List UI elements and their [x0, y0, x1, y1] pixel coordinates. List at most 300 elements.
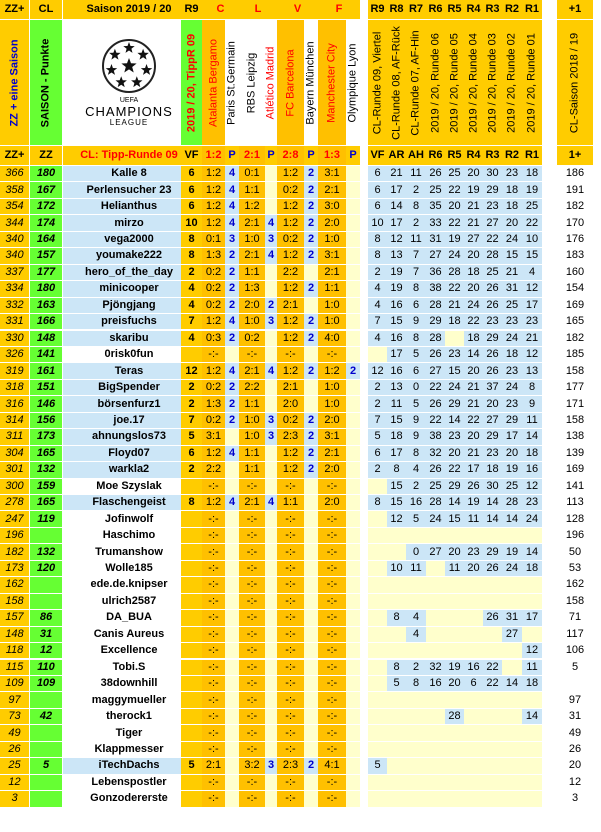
- row-19-col-9: [304, 479, 318, 494]
- row-33-col-14: [406, 709, 426, 724]
- row-33-gap: [360, 709, 368, 724]
- row-25-col-8: -:-: [277, 577, 304, 592]
- row-16-col-18: 29: [483, 429, 502, 444]
- row-18-gap: [360, 462, 368, 477]
- row-25-col-15: [426, 577, 445, 592]
- row-30-col-18: 22: [483, 660, 502, 675]
- row-14-gap: [360, 396, 368, 411]
- hdr-team-1-text: Paris St.Germain: [225, 40, 238, 125]
- row-4-col-19: 24: [502, 232, 522, 247]
- row-38-col-14: [406, 791, 426, 806]
- row-32-col-16: [445, 692, 464, 707]
- row-33-col-5: [225, 709, 239, 724]
- row-2-col-3: 6: [181, 199, 202, 214]
- row-34-col-14: [406, 725, 426, 740]
- row-36-col-8: 2:3: [277, 758, 304, 773]
- row-21-col-12: [368, 511, 387, 526]
- row-12-col-19: 23: [502, 363, 522, 378]
- row-26-col-3: [181, 594, 202, 609]
- row-37-col-13: [387, 775, 406, 790]
- row-11-col-1: 141: [30, 347, 62, 362]
- row-4-col-4: 0:1: [202, 232, 225, 247]
- row-9-col-5: 4: [225, 314, 239, 329]
- row-3-col-4: 1:2: [202, 215, 225, 230]
- row-31-gap2: [542, 676, 557, 691]
- row-10-col-2: skaribu: [63, 331, 195, 346]
- row-22-col-19: [502, 528, 522, 543]
- row-20-col-18: 14: [483, 495, 502, 510]
- row-29-col-19: [502, 643, 522, 658]
- row-27-col-11: [346, 610, 360, 625]
- row-35-col-0: 26: [0, 742, 29, 757]
- subhdr-16: R5: [445, 146, 464, 165]
- row-31-col-17: 6: [464, 676, 483, 691]
- row-24-col-17: 20: [464, 561, 483, 576]
- hdr-team-1: [225, 20, 239, 145]
- row-0-col-20: 18: [522, 166, 542, 181]
- row-14-col-5: 2: [225, 396, 239, 411]
- row-36-col-12: 5: [368, 758, 387, 773]
- row-28-col-20: [522, 627, 542, 642]
- row-12-col-3: 12: [181, 363, 202, 378]
- row-20-col-6: 2:1: [239, 495, 265, 510]
- logo-league-text: LEAGUE: [109, 118, 149, 127]
- row-19-col-16: 29: [445, 479, 464, 494]
- row-22-col-8: -:-: [277, 528, 304, 543]
- row-6-col-9: [304, 265, 318, 280]
- row-25-gap: [360, 577, 368, 592]
- row-1-col-8: 0:2: [277, 182, 304, 197]
- row-19-col-8: -:-: [277, 479, 304, 494]
- row-21-col-14: 5: [406, 511, 426, 526]
- hdr-plus1: +1: [557, 0, 593, 19]
- subhdr-20: R1: [522, 146, 542, 165]
- row-21-col-21: 128: [557, 511, 593, 526]
- row-29-col-15: [426, 643, 445, 658]
- row-9-col-10: 1:0: [318, 314, 346, 329]
- row-3-col-5: 4: [225, 215, 239, 230]
- logo-champions-text: CHAMPIONS: [85, 104, 173, 119]
- row-21-col-8: -:-: [277, 511, 304, 526]
- row-18-col-11: [346, 462, 360, 477]
- row-33-col-12: [368, 709, 387, 724]
- row-37-col-19: [502, 775, 522, 790]
- row-35-col-3: [181, 742, 202, 757]
- row-13-col-10: 1:0: [318, 380, 346, 395]
- row-12-col-17: 20: [464, 363, 483, 378]
- hdr-round-vert-0: [368, 20, 387, 145]
- row-37-gap: [360, 775, 368, 790]
- row-16-col-15: 38: [426, 429, 445, 444]
- row-12-col-7: 4: [265, 363, 277, 378]
- row-0-col-21: 186: [557, 166, 593, 181]
- row-31-col-9: [304, 676, 318, 691]
- row-8-col-19: 25: [502, 298, 522, 313]
- row-6-col-12: 2: [368, 265, 387, 280]
- row-27-gap2: [542, 610, 557, 625]
- row-36-gap2: [542, 758, 557, 773]
- row-7-col-20: 12: [522, 281, 542, 296]
- row-29-col-5: [225, 643, 239, 658]
- row-23-col-6: -:-: [239, 544, 265, 559]
- row-5-gap: [360, 248, 368, 263]
- row-13-gap2: [542, 380, 557, 395]
- row-33-col-18: [483, 709, 502, 724]
- row-21-gap2: [542, 511, 557, 526]
- row-23-col-3: [181, 544, 202, 559]
- row-25-col-21: 162: [557, 577, 593, 592]
- row-7-col-14: 8: [406, 281, 426, 296]
- row-28-col-9: [304, 627, 318, 642]
- row-4-col-3: 8: [181, 232, 202, 247]
- row-25-col-18: [483, 577, 502, 592]
- row-12-col-5: 4: [225, 363, 239, 378]
- hdr-cl: CL: [30, 0, 62, 19]
- row-30-col-0: 115: [0, 660, 29, 675]
- row-1-col-13: 17: [387, 182, 406, 197]
- row-28-col-3: [181, 627, 202, 642]
- row-1-col-5: 4: [225, 182, 239, 197]
- row-1-col-4: 1:2: [202, 182, 225, 197]
- row-24-col-0: 173: [0, 561, 29, 576]
- row-21-col-20: 24: [522, 511, 542, 526]
- row-2-col-5: 4: [225, 199, 239, 214]
- row-19-col-14: 2: [406, 479, 426, 494]
- row-16-col-16: 23: [445, 429, 464, 444]
- hdr-round-vert-5: [464, 20, 483, 145]
- row-32-col-10: -:-: [318, 692, 346, 707]
- row-16-col-3: 5: [181, 429, 202, 444]
- row-21-col-13: 12: [387, 511, 406, 526]
- row-10-col-17: 18: [464, 331, 483, 346]
- row-9-col-15: 29: [426, 314, 445, 329]
- row-21-col-2: Jofinwolf: [63, 511, 195, 526]
- row-36-col-10: 4:1: [318, 758, 346, 773]
- row-15-col-13: 15: [387, 413, 406, 428]
- row-4-col-14: 11: [406, 232, 426, 247]
- row-7-col-2: minicooper: [63, 281, 195, 296]
- subhdr-13: AR: [387, 146, 406, 165]
- row-10-col-1: 148: [30, 331, 62, 346]
- row-1-col-6: 1:1: [239, 182, 265, 197]
- row-26-col-6: -:-: [239, 594, 265, 609]
- row-16-gap: [360, 429, 368, 444]
- row-27-col-8: -:-: [277, 610, 304, 625]
- row-27-col-2: DA_BUA: [63, 610, 195, 625]
- row-25-gap2: [542, 577, 557, 592]
- row-37-col-15: [426, 775, 445, 790]
- row-38-col-15: [426, 791, 445, 806]
- row-17-col-1: 165: [30, 446, 62, 461]
- row-17-col-14: 8: [406, 446, 426, 461]
- row-6-col-3: 2: [181, 265, 202, 280]
- row-3-col-7: 4: [265, 215, 277, 230]
- row-14-col-4: 1:3: [202, 396, 225, 411]
- row-2-col-17: 21: [464, 199, 483, 214]
- row-13-col-0: 318: [0, 380, 29, 395]
- row-33-col-6: -:-: [239, 709, 265, 724]
- subhdr-21: 1+: [557, 146, 593, 165]
- row-29-col-6: -:-: [239, 643, 265, 658]
- row-19-col-13: 15: [387, 479, 406, 494]
- row-29-col-14: [406, 643, 426, 658]
- row-13-col-7: [265, 380, 277, 395]
- row-13-col-15: 22: [426, 380, 445, 395]
- row-12-col-20: 13: [522, 363, 542, 378]
- row-24-col-20: 18: [522, 561, 542, 576]
- row-11-col-13: 17: [387, 347, 406, 362]
- row-20-col-7: 4: [265, 495, 277, 510]
- row-26-col-1: [30, 594, 62, 609]
- row-1-col-14: 2: [406, 182, 426, 197]
- row-28-col-14: 4: [406, 627, 426, 642]
- row-2-col-2: Helianthus: [63, 199, 195, 214]
- row-31-col-11: [346, 676, 360, 691]
- row-29-col-3: [181, 643, 202, 658]
- row-34-col-12: [368, 725, 387, 740]
- row-35-col-2: Klappmesser: [63, 742, 195, 757]
- row-32-col-9: [304, 692, 318, 707]
- row-27-col-13: 8: [387, 610, 406, 625]
- row-35-col-19: [502, 742, 522, 757]
- row-37-col-5: [225, 775, 239, 790]
- row-35-col-7: [265, 742, 277, 757]
- row-2-col-18: 23: [483, 199, 502, 214]
- row-3-gap2: [542, 215, 557, 230]
- row-25-col-14: [406, 577, 426, 592]
- hdr-round-vert-3: [426, 20, 445, 145]
- row-23-col-2: Trumanshow: [63, 544, 195, 559]
- row-19-col-4: -:-: [202, 479, 225, 494]
- row-31-col-1: 109: [30, 676, 62, 691]
- row-29-col-11: [346, 643, 360, 658]
- row-38-col-20: [522, 791, 542, 806]
- row-32-col-8: -:-: [277, 692, 304, 707]
- row-8-col-15: 28: [426, 298, 445, 313]
- row-17-col-15: 32: [426, 446, 445, 461]
- row-10-col-12: 4: [368, 331, 387, 346]
- row-9-col-18: 23: [483, 314, 502, 329]
- row-13-col-19: 24: [502, 380, 522, 395]
- row-28-col-0: 148: [0, 627, 29, 642]
- row-7-col-15: 38: [426, 281, 445, 296]
- hdr-letter-1: L: [239, 0, 277, 19]
- row-19-col-18: 30: [483, 479, 502, 494]
- row-0-col-9: 2: [304, 166, 318, 181]
- row-6-col-5: 2: [225, 265, 239, 280]
- row-36-col-1: 5: [30, 758, 62, 773]
- row-0-col-6: 0:1: [239, 166, 265, 181]
- row-16-col-20: 14: [522, 429, 542, 444]
- row-36-col-18: [483, 758, 502, 773]
- row-20-col-3: 8: [181, 495, 202, 510]
- row-35-col-14: [406, 742, 426, 757]
- row-27-col-14: 4: [406, 610, 426, 625]
- row-29-gap: [360, 643, 368, 658]
- row-10-col-8: 1:2: [277, 331, 304, 346]
- row-16-col-12: 5: [368, 429, 387, 444]
- row-3-col-16: 22: [445, 215, 464, 230]
- row-18-col-20: 16: [522, 462, 542, 477]
- row-28-gap: [360, 627, 368, 642]
- row-34-col-13: [387, 725, 406, 740]
- row-9-col-7: 3: [265, 314, 277, 329]
- row-35-col-1: [30, 742, 62, 757]
- row-9-col-9: 2: [304, 314, 318, 329]
- row-34-col-4: -:-: [202, 725, 225, 740]
- row-6-col-6: 1:1: [239, 265, 265, 280]
- row-6-col-11: [346, 265, 360, 280]
- row-23-col-14: 0: [406, 544, 426, 559]
- row-25-col-5: [225, 577, 239, 592]
- row-21-col-16: 15: [445, 511, 464, 526]
- row-29-col-8: -:-: [277, 643, 304, 658]
- row-30-col-1: 110: [30, 660, 62, 675]
- subhdr-19: R2: [502, 146, 522, 165]
- starball-icon: [101, 38, 157, 94]
- row-14-col-1: 146: [30, 396, 62, 411]
- row-28-col-7: [265, 627, 277, 642]
- row-15-col-16: 14: [445, 413, 464, 428]
- row-36-col-9: 2: [304, 758, 318, 773]
- row-33-col-9: [304, 709, 318, 724]
- row-0-col-3: 6: [181, 166, 202, 181]
- row-37-col-14: [406, 775, 426, 790]
- row-27-col-15: [426, 610, 445, 625]
- row-0-col-19: 23: [502, 166, 522, 181]
- hdr-round-vert-8: [522, 20, 542, 145]
- subhdr-17: R4: [464, 146, 483, 165]
- row-1-col-1: 167: [30, 182, 62, 197]
- row-15-col-0: 314: [0, 413, 29, 428]
- row-26-col-0: 158: [0, 594, 29, 609]
- row-36-col-11: [346, 758, 360, 773]
- row-10-col-19: 24: [502, 331, 522, 346]
- row-20-col-1: 165: [30, 495, 62, 510]
- row-3-col-21: 170: [557, 215, 593, 230]
- row-6-col-14: 7: [406, 265, 426, 280]
- row-19-col-11: [346, 479, 360, 494]
- row-31-gap: [360, 676, 368, 691]
- row-27-col-17: [464, 610, 483, 625]
- row-21-col-6: -:-: [239, 511, 265, 526]
- row-13-col-4: 0:2: [202, 380, 225, 395]
- row-38-col-17: [464, 791, 483, 806]
- row-32-col-14: [406, 692, 426, 707]
- row-33-col-4: -:-: [202, 709, 225, 724]
- hdr-team-3: [265, 20, 277, 145]
- row-30-col-10: -:-: [318, 660, 346, 675]
- row-34-col-11: [346, 725, 360, 740]
- row-19-gap2: [542, 479, 557, 494]
- row-28-col-5: [225, 627, 239, 642]
- row-24-col-4: -:-: [202, 561, 225, 576]
- row-14-gap2: [542, 396, 557, 411]
- hdr-gap2: [542, 0, 557, 19]
- row-37-col-8: -:-: [277, 775, 304, 790]
- row-4-col-17: 27: [464, 232, 483, 247]
- row-17-col-12: 6: [368, 446, 387, 461]
- row-27-col-20: 17: [522, 610, 542, 625]
- row-17-col-7: [265, 446, 277, 461]
- row-7-col-1: 180: [30, 281, 62, 296]
- row-19-col-7: [265, 479, 277, 494]
- row-26-col-18: [483, 594, 502, 609]
- row-35-col-21: 26: [557, 742, 593, 757]
- row-23-gap: [360, 544, 368, 559]
- row-13-col-6: 2:2: [239, 380, 265, 395]
- row-22-col-7: [265, 528, 277, 543]
- row-2-col-1: 172: [30, 199, 62, 214]
- row-37-col-3: [181, 775, 202, 790]
- row-8-col-20: 17: [522, 298, 542, 313]
- row-0-col-17: 20: [464, 166, 483, 181]
- row-8-gap2: [542, 298, 557, 313]
- row-11-col-19: 18: [502, 347, 522, 362]
- row-34-col-20: [522, 725, 542, 740]
- row-2-col-10: 3:0: [318, 199, 346, 214]
- row-0-col-14: 11: [406, 166, 426, 181]
- row-6-col-21: 160: [557, 265, 593, 280]
- row-5-col-15: 27: [426, 248, 445, 263]
- row-5-col-14: 7: [406, 248, 426, 263]
- row-1-col-16: 22: [445, 182, 464, 197]
- row-1-col-15: 25: [426, 182, 445, 197]
- subhdr-18: R3: [483, 146, 502, 165]
- row-36-gap: [360, 758, 368, 773]
- row-27-gap: [360, 610, 368, 625]
- row-20-col-11: [346, 495, 360, 510]
- row-28-col-11: [346, 627, 360, 642]
- row-8-col-4: 0:2: [202, 298, 225, 313]
- row-34-col-5: [225, 725, 239, 740]
- row-0-col-7: [265, 166, 277, 181]
- hdr-round-5: R4: [464, 0, 483, 19]
- row-10-col-21: 182: [557, 331, 593, 346]
- row-9-col-8: 1:2: [277, 314, 304, 329]
- hdr-r9: R9: [181, 0, 202, 19]
- row-19-col-10: -:-: [318, 479, 346, 494]
- hdr-round-2: R7: [406, 0, 426, 19]
- subhdr-11: P: [346, 146, 360, 165]
- row-9-gap: [360, 314, 368, 329]
- subhdr-12: VF: [368, 146, 387, 165]
- row-15-col-12: 7: [368, 413, 387, 428]
- hdr-round-4: R5: [445, 0, 464, 19]
- row-24-col-1: 120: [30, 561, 62, 576]
- row-16-col-14: 9: [406, 429, 426, 444]
- row-16-col-11: [346, 429, 360, 444]
- row-36-col-4: 2:1: [202, 758, 225, 773]
- row-19-col-20: 12: [522, 479, 542, 494]
- row-17-col-6: 1:1: [239, 446, 265, 461]
- row-2-gap: [360, 199, 368, 214]
- row-23-col-10: -:-: [318, 544, 346, 559]
- row-22-col-3: [181, 528, 202, 543]
- row-15-col-2: joe.17: [63, 413, 195, 428]
- row-1-col-0: 358: [0, 182, 29, 197]
- row-1-col-18: 29: [483, 182, 502, 197]
- row-6-col-17: 18: [464, 265, 483, 280]
- row-25-col-2: ede.de.knipser: [63, 577, 195, 592]
- row-7-col-11: [346, 281, 360, 296]
- row-4-gap2: [542, 232, 557, 247]
- row-2-col-21: 182: [557, 199, 593, 214]
- row-9-gap2: [542, 314, 557, 329]
- row-14-col-7: [265, 396, 277, 411]
- row-0-col-8: 1:2: [277, 166, 304, 181]
- row-5-col-12: 8: [368, 248, 387, 263]
